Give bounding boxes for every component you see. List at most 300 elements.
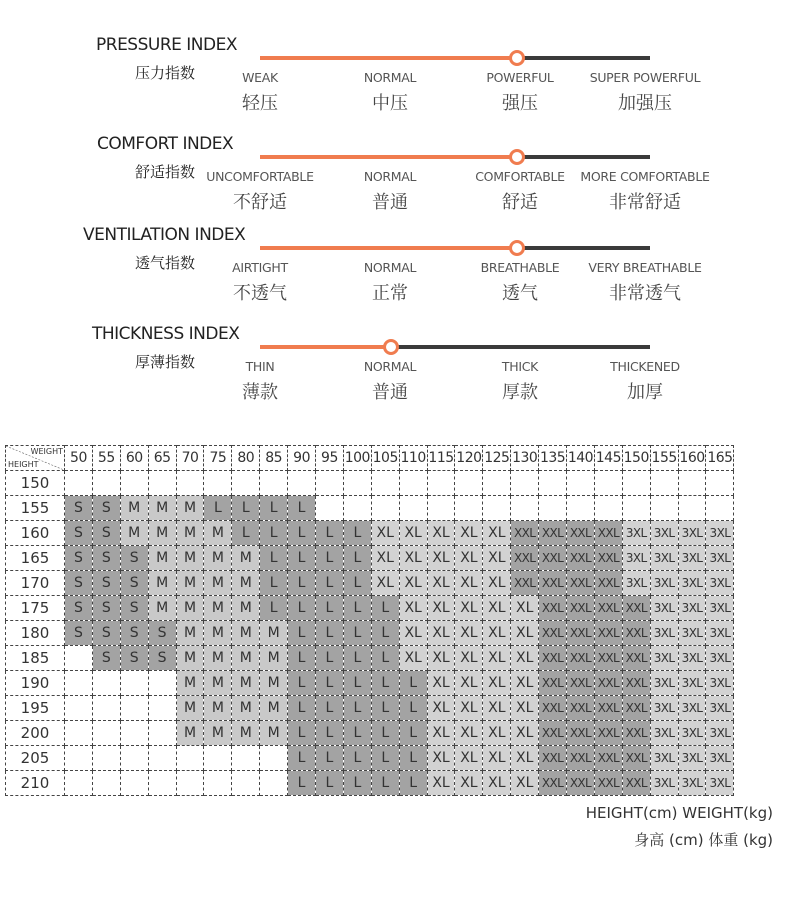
- index-level-en: THICKENED: [610, 359, 680, 374]
- index-level-zh: 强压: [502, 93, 538, 114]
- size-cell: [343, 496, 371, 521]
- index-slider-track: [260, 155, 650, 159]
- size-cell: M: [260, 721, 288, 746]
- index-level: [575, 359, 715, 404]
- weight-header-cell: 50: [65, 446, 93, 471]
- size-cell: L: [260, 521, 288, 546]
- size-cell: S: [92, 496, 120, 521]
- size-cell: XXL: [567, 571, 595, 596]
- size-cell: XL: [511, 671, 539, 696]
- size-cell: [706, 471, 734, 496]
- index-level-zh: 轻压: [242, 93, 278, 114]
- size-cell: XXL: [539, 746, 567, 771]
- index-title-zh: 透气指数: [135, 254, 196, 272]
- size-chart-table: [5, 445, 734, 796]
- index-slider-fill: [260, 246, 517, 250]
- size-cell: [622, 496, 650, 521]
- index-title-zh: 压力指数: [135, 64, 196, 82]
- size-cell: [567, 471, 595, 496]
- index-level: [190, 70, 330, 115]
- size-cell: XL: [511, 771, 539, 796]
- size-cell: [204, 746, 232, 771]
- index-title-en: THICKNESS INDEX: [92, 324, 240, 344]
- size-cell: L: [316, 746, 344, 771]
- size-chart-row: [6, 471, 734, 496]
- size-cell: 3XL: [706, 721, 734, 746]
- index-slider-knob: [509, 149, 525, 165]
- size-cell: XXL: [622, 596, 650, 621]
- size-cell: M: [204, 521, 232, 546]
- size-cell: M: [176, 546, 204, 571]
- size-chart-header-row: [6, 446, 734, 471]
- size-cell: [120, 671, 148, 696]
- index-level-zh: 厚款: [502, 382, 538, 403]
- size-cell: M: [148, 596, 176, 621]
- height-cell: 200: [6, 721, 65, 746]
- size-cell: L: [232, 496, 260, 521]
- size-cell: L: [343, 671, 371, 696]
- size-cell: XL: [455, 546, 483, 571]
- size-cell: S: [148, 646, 176, 671]
- size-cell: M: [232, 696, 260, 721]
- size-cell: XL: [427, 546, 455, 571]
- size-cell: M: [148, 571, 176, 596]
- size-chart-row: [6, 621, 734, 646]
- size-cell: 3XL: [678, 596, 706, 621]
- size-cell: XL: [427, 721, 455, 746]
- size-cell: [120, 721, 148, 746]
- size-cell: [678, 471, 706, 496]
- size-cell: L: [399, 771, 427, 796]
- size-cell: M: [204, 546, 232, 571]
- size-cell: L: [316, 671, 344, 696]
- size-cell: [539, 471, 567, 496]
- height-cell: 155: [6, 496, 65, 521]
- size-cell: S: [120, 596, 148, 621]
- size-cell: S: [120, 646, 148, 671]
- index-level: [450, 359, 590, 404]
- size-cell: L: [399, 721, 427, 746]
- size-chart-row: [6, 546, 734, 571]
- corner-weight-label: WEIGHT: [30, 447, 63, 456]
- size-cell: XL: [371, 571, 399, 596]
- size-chart-row: [6, 521, 734, 546]
- index-level-en: NORMAL: [363, 359, 417, 374]
- size-cell: 3XL: [650, 746, 678, 771]
- size-cell: L: [260, 546, 288, 571]
- index-slider-fill: [260, 345, 391, 349]
- size-cell: XL: [455, 571, 483, 596]
- size-cell: L: [343, 546, 371, 571]
- weight-header-cell: 95: [316, 446, 344, 471]
- size-cell: L: [371, 596, 399, 621]
- height-cell: 175: [6, 596, 65, 621]
- size-cell: L: [343, 596, 371, 621]
- size-cell: L: [288, 771, 316, 796]
- size-cell: [204, 471, 232, 496]
- size-cell: M: [148, 496, 176, 521]
- size-cell: L: [371, 671, 399, 696]
- size-cell: [483, 496, 511, 521]
- size-cell: M: [232, 671, 260, 696]
- size-cell: [92, 721, 120, 746]
- weight-header-cell: 60: [120, 446, 148, 471]
- size-cell: L: [316, 646, 344, 671]
- index-level-en: THIN: [245, 359, 275, 374]
- size-cell: [650, 471, 678, 496]
- size-cell: M: [232, 721, 260, 746]
- size-cell: M: [176, 696, 204, 721]
- weight-header-cell: 115: [427, 446, 455, 471]
- size-cell: M: [148, 546, 176, 571]
- size-cell: 3XL: [678, 721, 706, 746]
- weight-header-cell: 155: [650, 446, 678, 471]
- size-chart-row: [6, 746, 734, 771]
- size-cell: XXL: [594, 696, 622, 721]
- index-level: [320, 260, 460, 305]
- size-cell: [622, 471, 650, 496]
- size-cell: XXL: [511, 546, 539, 571]
- size-cell: 3XL: [678, 521, 706, 546]
- size-cell: XXL: [539, 771, 567, 796]
- size-cell: M: [148, 521, 176, 546]
- height-cell: 185: [6, 646, 65, 671]
- size-cell: XXL: [567, 596, 595, 621]
- size-cell: XXL: [622, 746, 650, 771]
- size-cell: [427, 496, 455, 521]
- size-cell: L: [316, 621, 344, 646]
- index-level: [575, 169, 715, 214]
- size-cell: L: [288, 496, 316, 521]
- size-cell: XXL: [567, 621, 595, 646]
- size-cell: 3XL: [678, 646, 706, 671]
- size-cell: XL: [511, 696, 539, 721]
- size-cell: [539, 496, 567, 521]
- size-cell: 3XL: [678, 571, 706, 596]
- size-cell: [399, 496, 427, 521]
- size-cell: 3XL: [706, 546, 734, 571]
- index-level: [450, 260, 590, 305]
- size-cell: XXL: [511, 571, 539, 596]
- index-level-zh: 透气: [502, 283, 538, 304]
- weight-header-cell: 160: [678, 446, 706, 471]
- size-cell: M: [176, 646, 204, 671]
- size-cell: 3XL: [678, 621, 706, 646]
- weight-header-cell: 85: [260, 446, 288, 471]
- size-cell: [260, 771, 288, 796]
- size-chart-row: [6, 496, 734, 521]
- size-cell: L: [288, 521, 316, 546]
- size-cell: [65, 646, 93, 671]
- size-cell: L: [343, 721, 371, 746]
- size-cell: [399, 471, 427, 496]
- size-cell: XL: [511, 621, 539, 646]
- size-cell: S: [65, 571, 93, 596]
- size-cell: 3XL: [622, 546, 650, 571]
- size-cell: 3XL: [650, 771, 678, 796]
- index-level-en: WEAK: [242, 70, 278, 85]
- index-level-en: AIRTIGHT: [232, 260, 288, 275]
- height-cell: 190: [6, 671, 65, 696]
- size-cell: XL: [399, 571, 427, 596]
- index-level: [320, 169, 460, 214]
- size-cell: S: [92, 546, 120, 571]
- size-cell: XXL: [539, 696, 567, 721]
- index-block: [0, 324, 790, 414]
- weight-header-cell: 75: [204, 446, 232, 471]
- size-cell: L: [371, 696, 399, 721]
- size-cell: XXL: [622, 696, 650, 721]
- size-cell: [455, 496, 483, 521]
- size-cell: L: [316, 546, 344, 571]
- size-cell: [455, 471, 483, 496]
- size-cell: XXL: [539, 721, 567, 746]
- size-cell: XXL: [567, 646, 595, 671]
- index-level-en: COMFORTABLE: [475, 169, 565, 184]
- index-level-zh: 非常舒适: [609, 192, 681, 213]
- size-cell: M: [232, 546, 260, 571]
- size-cell: [65, 696, 93, 721]
- index-level-en: SUPER POWERFUL: [589, 70, 701, 85]
- size-cell: XL: [455, 746, 483, 771]
- size-cell: XL: [427, 521, 455, 546]
- height-cell: 195: [6, 696, 65, 721]
- size-chart-row: [6, 771, 734, 796]
- size-cell: XXL: [594, 571, 622, 596]
- size-cell: XL: [511, 746, 539, 771]
- size-cell: S: [120, 571, 148, 596]
- size-chart-body: [6, 471, 734, 796]
- size-cell: XXL: [622, 646, 650, 671]
- size-cell: M: [204, 721, 232, 746]
- index-level-en: NORMAL: [363, 70, 417, 85]
- size-cell: XL: [483, 546, 511, 571]
- size-chart-row: [6, 596, 734, 621]
- size-cell: [511, 496, 539, 521]
- size-cell: M: [176, 721, 204, 746]
- size-cell: M: [176, 521, 204, 546]
- size-cell: XL: [511, 646, 539, 671]
- size-cell: [92, 696, 120, 721]
- size-cell: L: [343, 571, 371, 596]
- size-cell: XL: [511, 721, 539, 746]
- size-cell: [92, 746, 120, 771]
- size-cell: L: [316, 596, 344, 621]
- size-cell: M: [204, 696, 232, 721]
- size-cell: L: [371, 746, 399, 771]
- size-cell: XXL: [567, 671, 595, 696]
- size-cell: XL: [483, 596, 511, 621]
- size-cell: L: [204, 496, 232, 521]
- size-cell: 3XL: [650, 696, 678, 721]
- size-cell: [65, 746, 93, 771]
- weight-header-cell: 165: [706, 446, 734, 471]
- weight-header-cell: 135: [539, 446, 567, 471]
- size-chart-row: [6, 721, 734, 746]
- height-cell: 150: [6, 471, 65, 496]
- size-chart-row: [6, 671, 734, 696]
- index-block: [0, 225, 790, 315]
- size-cell: [371, 471, 399, 496]
- size-cell: XXL: [567, 521, 595, 546]
- size-cell: XL: [511, 596, 539, 621]
- size-cell: [176, 471, 204, 496]
- size-cell: 3XL: [650, 571, 678, 596]
- size-chart-row: [6, 571, 734, 596]
- index-level-zh: 薄款: [242, 382, 278, 403]
- index-level: [320, 359, 460, 404]
- size-cell: XL: [455, 621, 483, 646]
- size-cell: [148, 771, 176, 796]
- size-cell: [594, 496, 622, 521]
- size-cell: [148, 746, 176, 771]
- size-cell: [65, 671, 93, 696]
- size-cell: 3XL: [622, 521, 650, 546]
- index-level-zh: 不舒适: [233, 192, 287, 213]
- size-cell: XL: [483, 621, 511, 646]
- size-cell: XXL: [594, 771, 622, 796]
- size-cell: [120, 746, 148, 771]
- height-cell: 205: [6, 746, 65, 771]
- size-cell: L: [260, 496, 288, 521]
- size-cell: [232, 771, 260, 796]
- size-cell: L: [343, 646, 371, 671]
- size-cell: 3XL: [706, 521, 734, 546]
- size-cell: L: [288, 721, 316, 746]
- index-level: [450, 169, 590, 214]
- size-cell: XL: [483, 721, 511, 746]
- size-cell: XXL: [539, 671, 567, 696]
- size-cell: [232, 746, 260, 771]
- index-slider-fill: [260, 56, 517, 60]
- size-cell: XXL: [539, 546, 567, 571]
- size-cell: 3XL: [650, 521, 678, 546]
- size-cell: L: [343, 746, 371, 771]
- size-cell: [650, 496, 678, 521]
- size-cell: L: [288, 746, 316, 771]
- size-cell: 3XL: [650, 721, 678, 746]
- size-cell: XXL: [539, 621, 567, 646]
- size-cell: M: [204, 671, 232, 696]
- size-cell: XXL: [622, 621, 650, 646]
- size-cell: XXL: [594, 521, 622, 546]
- index-level: [575, 70, 715, 115]
- size-cell: M: [120, 496, 148, 521]
- size-cell: L: [288, 696, 316, 721]
- size-cell: XL: [427, 771, 455, 796]
- size-cell: XXL: [622, 721, 650, 746]
- size-cell: M: [176, 496, 204, 521]
- index-slider-knob: [383, 339, 399, 355]
- size-cell: [483, 471, 511, 496]
- size-cell: XL: [399, 521, 427, 546]
- weight-header-cell: 110: [399, 446, 427, 471]
- size-cell: XXL: [567, 546, 595, 571]
- footer-units-zh: 身高 (cm) 体重 (kg): [634, 831, 773, 849]
- index-level-en: POWERFUL: [486, 70, 554, 85]
- weight-header-cell: 145: [594, 446, 622, 471]
- size-cell: L: [288, 671, 316, 696]
- size-cell: XXL: [567, 746, 595, 771]
- size-cell: XL: [427, 746, 455, 771]
- index-level: [190, 169, 330, 214]
- size-cell: M: [232, 596, 260, 621]
- size-cell: [92, 671, 120, 696]
- size-cell: L: [371, 721, 399, 746]
- index-slider-track: [260, 246, 650, 250]
- size-cell: XL: [455, 671, 483, 696]
- size-cell: 3XL: [678, 546, 706, 571]
- size-cell: 3XL: [706, 696, 734, 721]
- size-chart-row: [6, 696, 734, 721]
- weight-header-cell: 125: [483, 446, 511, 471]
- height-cell: 180: [6, 621, 65, 646]
- index-level: [320, 70, 460, 115]
- size-cell: XXL: [539, 646, 567, 671]
- size-cell: XL: [483, 746, 511, 771]
- size-cell: XL: [455, 696, 483, 721]
- size-cell: L: [316, 696, 344, 721]
- weight-header-cell: 70: [176, 446, 204, 471]
- size-cell: M: [204, 621, 232, 646]
- index-title-en: COMFORT INDEX: [97, 134, 234, 154]
- size-cell: L: [399, 696, 427, 721]
- size-cell: [148, 696, 176, 721]
- size-cell: [567, 496, 595, 521]
- size-cell: XL: [483, 671, 511, 696]
- index-block: [0, 134, 790, 224]
- index-slider-track: [260, 345, 650, 349]
- size-cell: M: [232, 621, 260, 646]
- size-cell: L: [343, 696, 371, 721]
- size-cell: S: [65, 621, 93, 646]
- size-cell: [120, 771, 148, 796]
- size-cell: XXL: [594, 546, 622, 571]
- size-cell: 3XL: [650, 646, 678, 671]
- size-cell: XXL: [567, 721, 595, 746]
- size-cell: L: [371, 646, 399, 671]
- index-level-en: THICK: [501, 359, 539, 374]
- size-cell: M: [204, 571, 232, 596]
- weight-header-cell: 105: [371, 446, 399, 471]
- size-cell: L: [371, 771, 399, 796]
- index-level-zh: 舒适: [502, 192, 538, 213]
- size-cell: 3XL: [706, 746, 734, 771]
- weight-header-cell: 80: [232, 446, 260, 471]
- size-cell: [427, 471, 455, 496]
- size-cell: [65, 471, 93, 496]
- size-cell: M: [120, 521, 148, 546]
- size-cell: XXL: [539, 571, 567, 596]
- footer-units-en: HEIGHT(cm) WEIGHT(kg): [585, 804, 773, 822]
- size-cell: 3XL: [706, 571, 734, 596]
- index-level-zh: 正常: [372, 283, 408, 304]
- size-cell: S: [92, 646, 120, 671]
- index-level-zh: 中压: [372, 93, 408, 114]
- size-cell: 3XL: [706, 646, 734, 671]
- size-cell: M: [260, 621, 288, 646]
- index-level-en: NORMAL: [363, 260, 417, 275]
- size-cell: L: [316, 771, 344, 796]
- size-cell: L: [399, 671, 427, 696]
- index-level-zh: 非常透气: [609, 283, 681, 304]
- size-cell: XXL: [539, 521, 567, 546]
- corner-height-label: HEIGHT: [8, 460, 39, 469]
- height-cell: 160: [6, 521, 65, 546]
- size-cell: [260, 471, 288, 496]
- size-cell: [176, 746, 204, 771]
- size-cell: S: [65, 596, 93, 621]
